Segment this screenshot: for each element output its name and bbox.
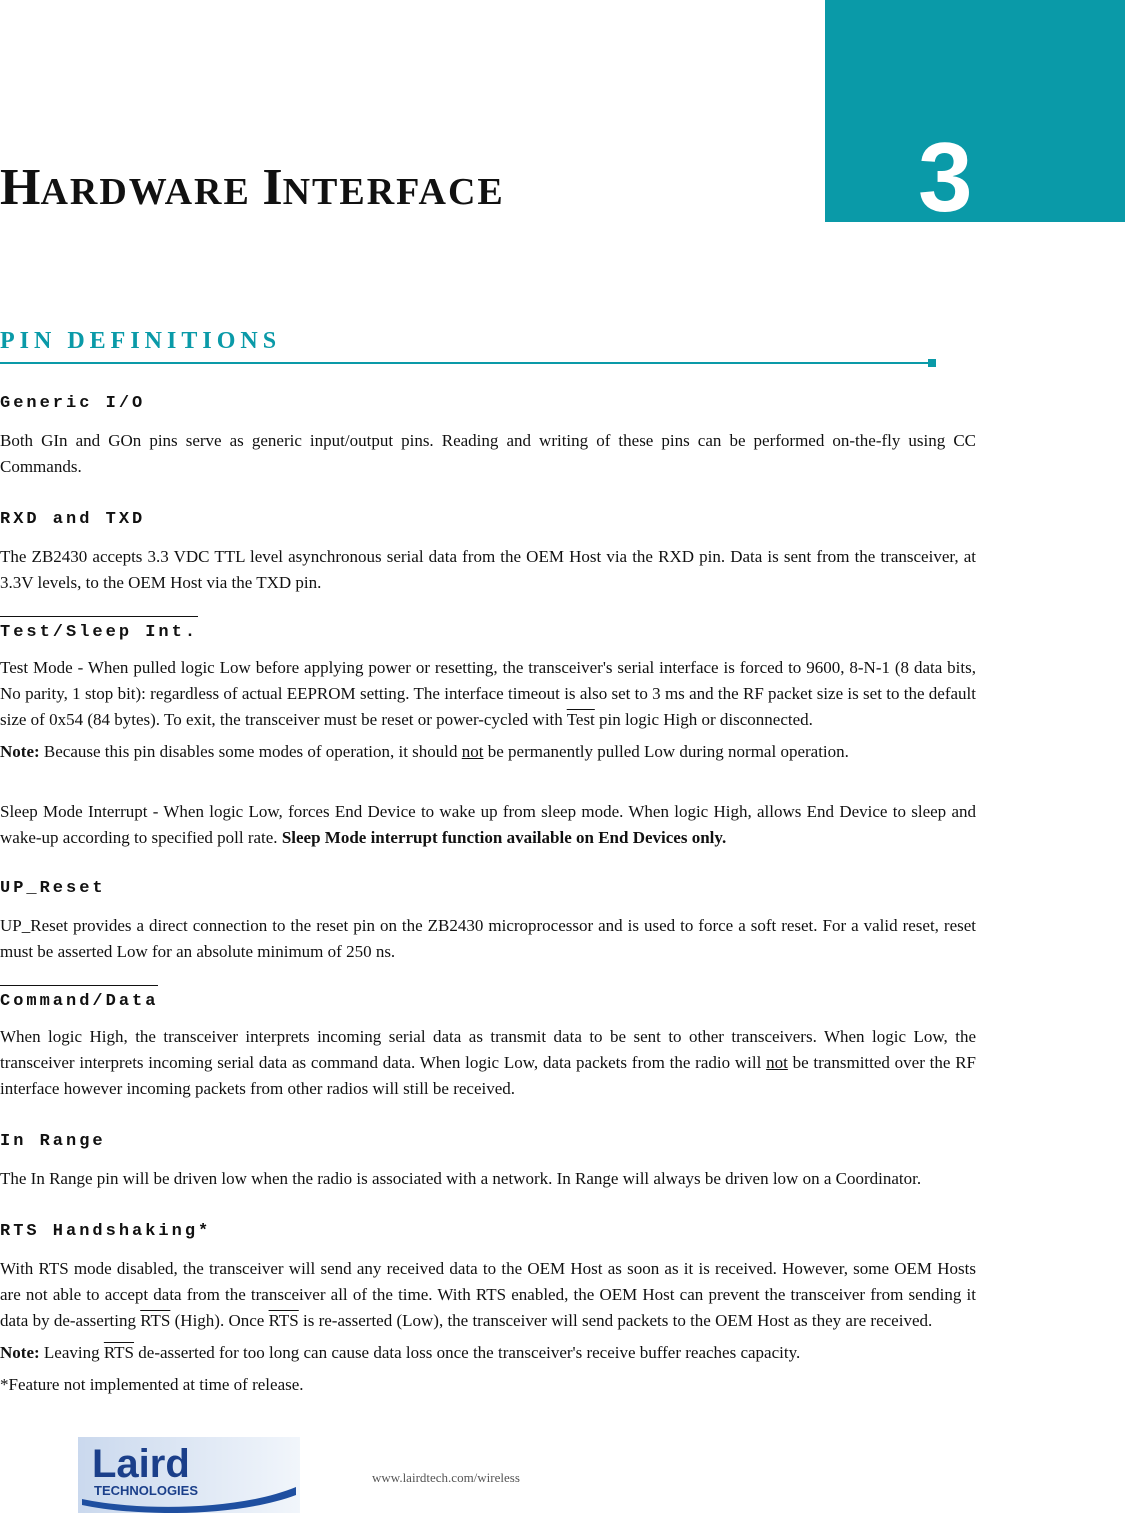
paragraph-rxd-txd: The ZB2430 accepts 3.3 VDC TTL level asynchronous serial data from the OEM Host via the RXD pin. Data is sent from the transceiver, at 3.3V levels, to the OEM Host via the TXD pin. — [0, 547, 976, 592]
chapter-title-initial-1: H — [0, 159, 41, 216]
paragraph-generic-io: Both GIn and GOn pins serve as generic input/output pins. Reading and writing of these pins can be performed on-the-fly using CC Commands. — [0, 431, 976, 476]
paragraph-in-range: The In Range pin will be driven low when the radio is associated with a network. In Range will always be driven low on a Coordinator. — [0, 1169, 922, 1188]
command-data-emphasis: not — [766, 1053, 788, 1072]
command-data-text: When logic High, the transceiver interprets incoming serial data as transmit data to be sent to other transceivers. When logic Low, the transceiver interprets incoming serial data as command data. When logic Low, data packets from the radio will — [0, 1027, 976, 1072]
rts-text-end: is re-asserted (Low), the transceiver will send packets to the OEM Host as they are received. — [298, 1311, 933, 1330]
note-text: Because this pin disables some modes of operation, it should — [39, 742, 462, 761]
rts-overline-3: $\overline{RTS}$ — [103, 1343, 135, 1362]
rts-overline-1: $\overline{RTS}$ — [140, 1311, 171, 1330]
rts-text-mid: (High). Once — [170, 1311, 269, 1330]
paragraph-sleep-mode — [0, 799, 976, 851]
section-rule-end-marker — [928, 359, 936, 367]
command-data-text-end: be transmitted over the RF interface however incoming packets from other radios will still be received. — [0, 1053, 976, 1098]
note-emphasis: not — [461, 742, 484, 761]
paragraph-test-mode — [0, 655, 976, 733]
note-rts — [0, 1340, 976, 1366]
logo-subtext: TECHNOLOGIES — [94, 1483, 199, 1498]
laird-technologies-logo — [78, 1437, 300, 1513]
footnote: *Feature not implemented at time of release. — [0, 1375, 304, 1394]
chapter-number: 3 — [918, 122, 973, 232]
subheading-test-sleep: Test/Sleep Int. — [0, 616, 198, 645]
test-mode-text-end: pin logic High or disconnected. — [594, 710, 813, 729]
chapter-number-box — [825, 0, 1125, 222]
note-text-end: be permanently pulled Low during normal operation. — [483, 742, 849, 761]
chapter-title-initial-2: I — [262, 159, 283, 216]
section-heading: PIN DEFINITIONS — [0, 328, 282, 354]
content — [0, 392, 976, 1398]
subheading-rts-handshaking: RTS Handshaking* — [0, 1222, 212, 1241]
paragraph-rts — [0, 1256, 976, 1334]
test-mode-text: Test Mode - When pulled logic Low before applying power or resetting, the transceiver's serial interface is forced to 9600, 8-N-1 (8 data bits, No parity, 1 stop bit): regardless of actual EEPROM setting. The interface timeout is also set to 3 ms and the RF packet size is set to the default size of 0x54 (84 bytes). To exit, the transceiver must be reset or power-cycled with — [0, 658, 976, 729]
sleep-mode-bold: Sleep Mode interrupt function available on End Devices only. — [281, 828, 727, 847]
chapter-title-part-1: ARDWARE — [40, 171, 263, 213]
chapter-title — [0, 159, 505, 216]
subheading-in-range: In Range — [0, 1132, 106, 1151]
sleep-mode-text: Sleep Mode Interrupt - When logic Low, forces End Device to wake up from sleep mode. When logic High, allows End Device to sleep and wake-up according to specified poll rate. — [0, 802, 976, 847]
test-pin-overline: Test — [566, 710, 595, 729]
chapter-title-part-2: NTERFACE — [282, 171, 505, 213]
note-rts-text: Leaving — [39, 1343, 104, 1362]
footer-website-link[interactable]: www.lairdtech.com/wireless — [372, 1470, 520, 1485]
paragraph-command-data — [0, 1024, 976, 1102]
paragraph-up-reset: UP_Reset provides a direct connection to the reset pin on the ZB2430 microprocessor and is used to force a soft reset. For a valid reset, reset must be asserted Low for an absolute minimum of 250 ns. — [0, 916, 976, 961]
subheading-rxd-txd: RXD and TXD — [0, 510, 146, 529]
rts-overline-2: $\overline{RTS}$ — [268, 1311, 299, 1330]
section-rule — [0, 362, 930, 364]
logo-wordmark: Laird — [92, 1442, 190, 1486]
subheading-command-data: Command/Data — [0, 985, 158, 1014]
note-label: Note: — [0, 1343, 40, 1362]
note-rts-text-end: de-asserted for too long can cause data loss once the transceiver's receive buffer reaches capacity. — [134, 1343, 801, 1362]
note-label: Note: — [0, 742, 40, 761]
subheading-up-reset: UP_Reset — [0, 879, 106, 898]
rts-text: With RTS mode disabled, the transceiver will send any received data to the OEM Host as soon as it is received. However, some OEM Hosts are not able to accept data from the transceiver all of the time. With RTS enabled, the OEM Host can prevent the transceiver from sending it data by de-asserting — [0, 1259, 976, 1330]
subheading-generic-io: Generic I/O — [0, 394, 146, 413]
note-test-mode — [0, 739, 976, 765]
